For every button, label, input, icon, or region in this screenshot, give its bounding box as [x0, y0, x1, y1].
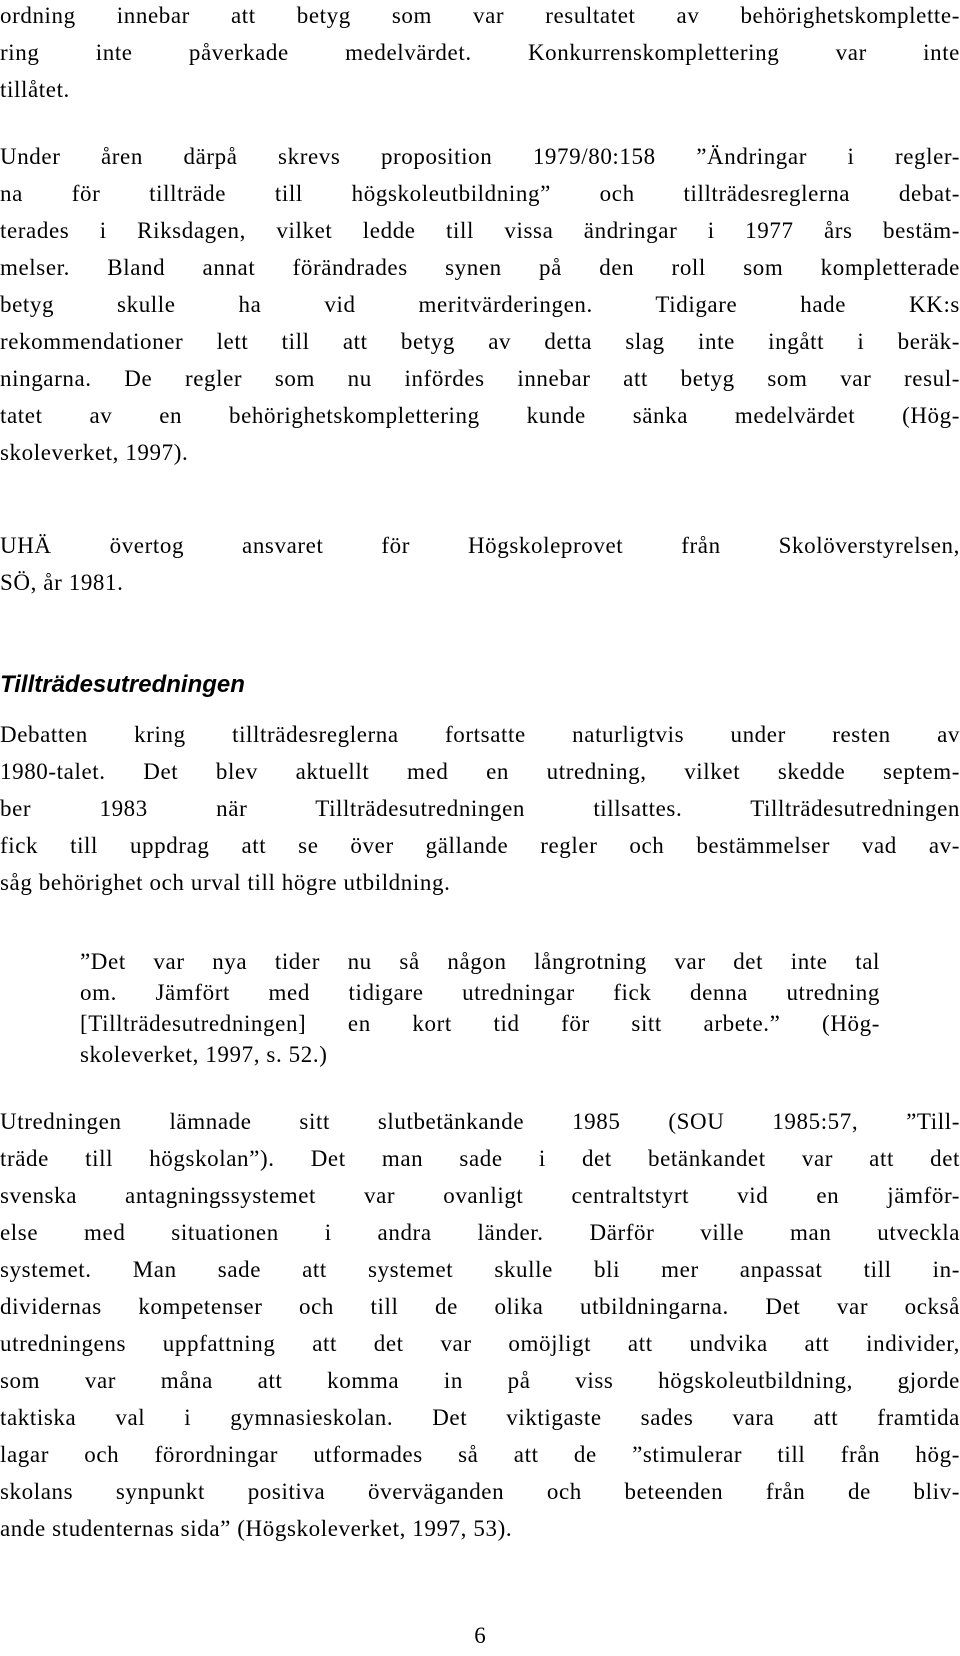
text-line: Under åren därpå skrevs proposition 1979/80:158 ”Ändringar i regler-	[0, 144, 960, 169]
section-heading: Tillträdesutredningen	[0, 671, 245, 698]
text-line: Debatten kring tillträdesreglerna fortsatte naturligtvis under resten av	[0, 722, 960, 747]
text-line: Utredningen lämnade sitt slutbetänkande 1985 (SOU 1985:57, ”Till-	[0, 1109, 960, 1134]
text-line: ningarna. De regler som nu infördes innebar att betyg som var resul-	[0, 366, 960, 391]
text-line: utredningens uppfattning att det var omöjligt att undvika att individer,	[0, 1331, 960, 1356]
text-line: systemet. Man sade att systemet skulle bli mer anpassat till in-	[0, 1257, 960, 1282]
text-line: tillåtet.	[0, 77, 70, 102]
paragraph-3	[0, 527, 960, 601]
paragraph-4	[0, 716, 960, 901]
text-line: lagar och förordningar utformades så att de ”stimulerar till från hög-	[0, 1442, 960, 1467]
quote-line: om. Jämfört med tidigare utredningar fick denna utredning	[80, 980, 880, 1005]
paragraph-1	[0, 0, 960, 108]
text-line: som var måna att komma in på viss högskoleutbildning, gjorde	[0, 1368, 960, 1393]
text-line: terades i Riksdagen, vilket ledde till vissa ändringar i 1977 års bestäm-	[0, 218, 960, 243]
text-line: skolans synpunkt positiva överväganden och beteenden från de bliv-	[0, 1479, 960, 1504]
text-line: ber 1983 när Tillträdesutredningen tillsattes. Tillträdesutredningen	[0, 796, 960, 821]
text-line: träde till högskolan”). Det man sade i det betänkandet var att det	[0, 1146, 960, 1171]
text-line: betyg skulle ha vid meritvärderingen. Tidigare hade KK:s	[0, 292, 960, 317]
text-line: rekommendationer lett till att betyg av detta slag inte ingått i beräk-	[0, 329, 960, 354]
text-line: taktiska val i gymnasieskolan. Det viktigaste sades vara att framtida	[0, 1405, 960, 1430]
quote-line: [Tillträdesutredningen] en kort tid för sitt arbete.” (Hög-	[80, 1011, 880, 1036]
text-line: skoleverket, 1997).	[0, 440, 189, 465]
text-line: ring inte påverkade medelvärdet. Konkurrenskomplettering var inte	[0, 40, 960, 65]
text-line: UHÄ övertog ansvaret för Högskoleprovet från Skolöverstyrelsen,	[0, 533, 960, 558]
text-line: dividernas kompetenser och till de olika utbildningarna. Det var också	[0, 1294, 960, 1319]
paragraph-5	[0, 1103, 960, 1547]
text-line: melser. Bland annat förändrades synen på den roll som kompletterade	[0, 255, 960, 280]
page-number: 6	[474, 1623, 486, 1648]
quote-line: ”Det var nya tider nu så någon långrotning var det inte tal	[80, 949, 880, 974]
text-line: ordning innebar att betyg som var resultatet av behörighetskomplette-	[0, 3, 960, 28]
paragraph-2	[0, 138, 960, 471]
text-line: SÖ, år 1981.	[0, 570, 124, 595]
text-line: tatet av en behörighetskomplettering kunde sänka medelvärdet (Hög-	[0, 403, 960, 428]
text-line: svenska antagningssystemet var ovanligt centraltstyrt vid en jämför-	[0, 1183, 960, 1208]
block-quote	[80, 946, 880, 1070]
text-line: fick till uppdrag att se över gällande regler och bestämmelser vad av-	[0, 833, 960, 858]
text-line: na för tillträde till högskoleutbildning” och tillträdesreglerna debat-	[0, 181, 960, 206]
text-line: ande studenternas sida” (Högskoleverket, 1997, 53).	[0, 1516, 513, 1541]
text-line: 1980-talet. Det blev aktuellt med en utredning, vilket skedde septem-	[0, 759, 960, 784]
text-line: else med situationen i andra länder. Därför ville man utveckla	[0, 1220, 960, 1245]
text-line: såg behörighet och urval till högre utbildning.	[0, 870, 451, 895]
quote-line: skoleverket, 1997, s. 52.)	[80, 1042, 328, 1067]
